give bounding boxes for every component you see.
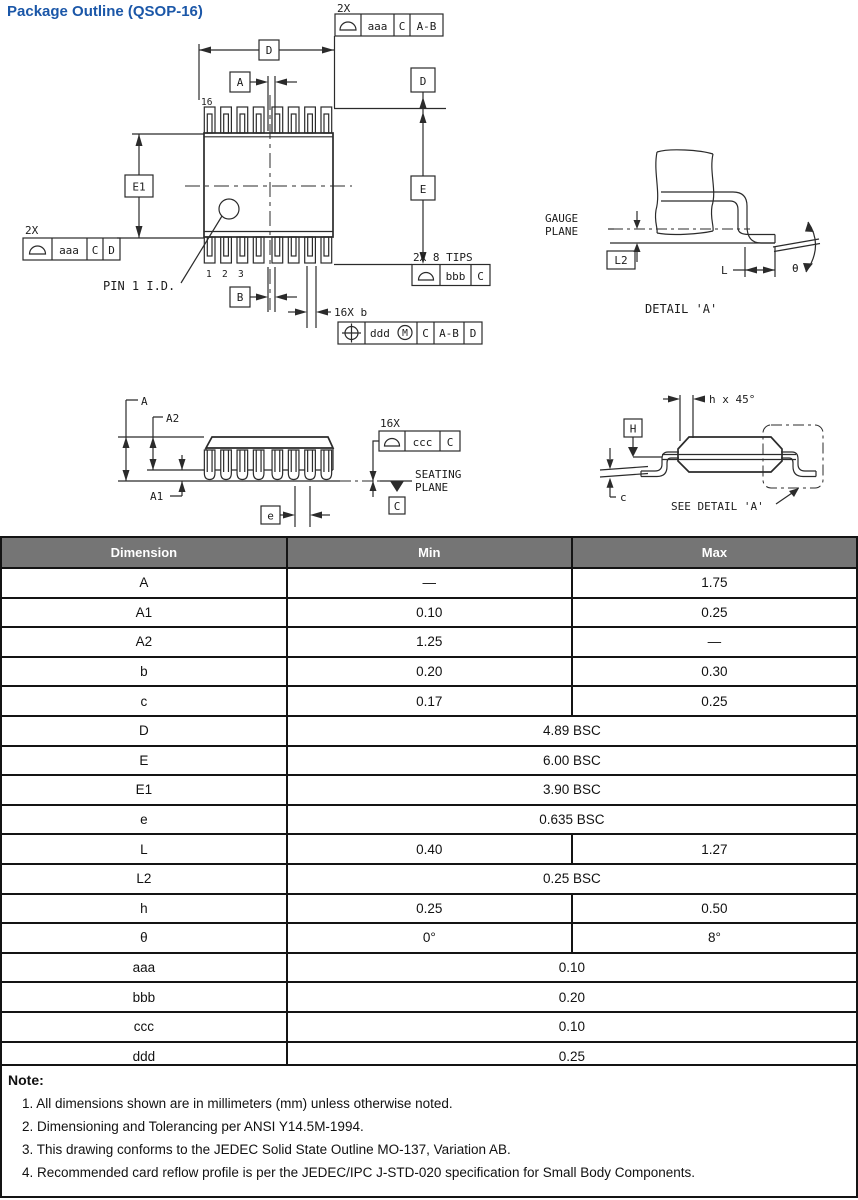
dimension-table (0, 536, 858, 1072)
pin (240, 237, 245, 256)
table-header-row (1, 537, 857, 568)
table-row (1, 923, 857, 953)
pin-number-2: 2 (222, 269, 228, 280)
dim-cell: L (1, 834, 287, 864)
table-row (1, 953, 857, 983)
fcf-profile-left (23, 224, 120, 260)
span-cell: 6.00 BSC (287, 746, 857, 776)
dim-e-label: e (267, 509, 274, 523)
pin1-id-callout (103, 199, 239, 293)
pin (204, 107, 215, 133)
dim-A2-label: A2 (166, 412, 180, 425)
side-view-drawing (118, 395, 461, 527)
col-header-min: Min (287, 537, 572, 568)
package-outline-drawing (0, 0, 858, 536)
pin (305, 237, 316, 263)
max-cell: 8° (572, 923, 857, 953)
fcf-ccc-qty: 16X (380, 417, 400, 430)
gauge-plane-label (545, 212, 614, 238)
max-cell: 0.50 (572, 894, 857, 924)
fcf-top-datum2: A-B (416, 20, 437, 33)
page-title: Package Outline (QSOP-16) (7, 3, 203, 20)
fcf-ccc-tol: ccc (412, 436, 433, 449)
span-cell: 0.10 (287, 1012, 857, 1042)
svg-text:GAUGE: GAUGE (545, 212, 579, 225)
dim-cell: L2 (1, 864, 287, 894)
lead (237, 450, 248, 480)
span-cell: 0.25 (287, 1042, 857, 1072)
pin-16-label: 16 (201, 97, 213, 108)
min-cell: 0.25 (287, 894, 572, 924)
note-item: 2. Dimensioning and Tolerancing per ANSI Y14.5M-1994. (22, 1119, 364, 1134)
pin (288, 237, 299, 263)
min-cell: — (287, 568, 572, 598)
pin (256, 114, 261, 133)
min-cell: 0° (287, 923, 572, 953)
table-row (1, 686, 857, 716)
dim-L2 (607, 211, 641, 269)
pin (221, 237, 232, 263)
pin (324, 114, 329, 133)
datum-C-label: C (393, 500, 401, 513)
datum-B-label: B (236, 291, 244, 304)
table-row (1, 834, 857, 864)
pin1-id-label: PIN 1 I.D. (103, 279, 176, 293)
dim-E-label: E (419, 183, 427, 196)
max-cell: 0.25 (572, 598, 857, 628)
seating-plane-label-2: PLANE (415, 481, 449, 494)
pin (224, 237, 229, 256)
pin-number-3: 3 (238, 269, 244, 280)
lead (321, 450, 332, 480)
chamfer-label: h x 45° (709, 393, 756, 406)
package-body-outline (204, 133, 333, 237)
pin (321, 107, 332, 133)
pin (308, 237, 313, 256)
pin (324, 237, 329, 256)
dim-L-label: L (721, 264, 728, 277)
pin (204, 237, 215, 263)
dim-E1-label: E1 (132, 180, 146, 194)
table-row (1, 864, 857, 894)
table-row (1, 627, 857, 657)
dim-cell: bbb (1, 982, 287, 1012)
max-cell: 1.75 (572, 568, 857, 598)
table-row (1, 805, 857, 835)
pin (288, 107, 299, 133)
pin (253, 107, 264, 133)
dim-cell: b (1, 657, 287, 687)
detail-a-zone-box (763, 425, 823, 488)
min-cell: 0.40 (287, 834, 572, 864)
fcf-position (338, 322, 482, 344)
side-lead-row (204, 450, 331, 480)
table-row (1, 598, 857, 628)
min-cell: 0.10 (287, 598, 572, 628)
pin (272, 107, 283, 133)
span-cell: 3.90 BSC (287, 775, 857, 805)
dim-cell: A1 (1, 598, 287, 628)
detail-a-drawing (545, 150, 820, 316)
fcf-top-qty: 2X (337, 2, 351, 15)
col-header-max: Max (572, 537, 857, 568)
lead (305, 450, 316, 480)
note-item: 1. All dimensions shown are in millimeters (mm) unless otherwise noted. (22, 1096, 453, 1111)
max-cell: — (572, 627, 857, 657)
table-row (1, 1012, 857, 1042)
profile-surface-icon (30, 246, 46, 254)
fcf-left-datum2: D (108, 244, 115, 257)
notes-heading: Note: (8, 1072, 44, 1088)
fcf-left-tol: aaa (59, 244, 79, 257)
dim-L (721, 247, 775, 277)
fcf-profile-top (335, 2, 443, 36)
dim-cell: c (1, 686, 287, 716)
lead-width-callout (288, 266, 367, 328)
table-row (1, 746, 857, 776)
dim-A2 (150, 412, 180, 470)
col-header-dimension: Dimension (1, 537, 287, 568)
lead (221, 450, 232, 480)
pin (237, 107, 248, 133)
lead (288, 450, 299, 480)
pin (272, 237, 283, 263)
pin (237, 237, 248, 263)
fcf-pos-modifier: M (402, 328, 408, 339)
dim-c-label: c (620, 491, 627, 504)
pin (240, 114, 245, 133)
lead-width-label: 16X b (334, 306, 368, 319)
pin-numbers (206, 269, 244, 280)
dim-A-label: A (141, 395, 148, 408)
dim-cell: e (1, 805, 287, 835)
pin (291, 114, 296, 133)
profile-surface-icon (340, 22, 356, 30)
mmc-modifier-icon (398, 326, 412, 340)
fcf-tips-qty: 2X 8 TIPS (413, 251, 473, 264)
lead (253, 450, 264, 480)
dim-theta-label: θ (792, 262, 799, 275)
dim-cell: θ (1, 923, 287, 953)
max-cell: 0.30 (572, 657, 857, 687)
min-cell: 0.20 (287, 657, 572, 687)
svg-text:PLANE: PLANE (545, 225, 579, 238)
pin (207, 114, 212, 133)
dim-cell: ccc (1, 1012, 287, 1042)
fcf-pos-datum2: A-B (439, 327, 459, 340)
span-cell: 4.89 BSC (287, 716, 857, 746)
dim-A (123, 395, 149, 481)
dim-L2-label: L2 (614, 254, 628, 267)
span-cell: 0.20 (287, 982, 857, 1012)
pin (253, 237, 264, 263)
lead (204, 450, 215, 480)
dim-A1-label: A1 (150, 490, 164, 503)
max-cell: 1.27 (572, 834, 857, 864)
table-row (1, 657, 857, 687)
table-row (1, 568, 857, 598)
side-extension-lines (118, 437, 412, 481)
min-cell: 1.25 (287, 627, 572, 657)
end-view-drawing (600, 393, 823, 513)
min-cell: 0.17 (287, 686, 572, 716)
top-view-drawing (23, 2, 490, 344)
dim-h45 (663, 393, 755, 441)
dim-cell: E (1, 746, 287, 776)
pin (275, 237, 280, 256)
dim-D-label: D (265, 44, 273, 57)
fcf-tips-tol: bbb (445, 270, 466, 283)
pin (291, 237, 296, 256)
dim-cell: h (1, 894, 287, 924)
notes-section (0, 1064, 858, 1198)
fcf-profile-tips (412, 251, 490, 286)
fcf-ccc-datum1: C (446, 436, 454, 449)
position-icon (342, 324, 361, 343)
lead (272, 450, 283, 480)
pin (321, 237, 332, 263)
fcf-left-datum1: C (91, 244, 99, 257)
pin-number-1: 1 (206, 269, 212, 280)
bottom-pin-row (204, 237, 331, 263)
pin (221, 107, 232, 133)
note-item: 4. Recommended card reflow profile is per the JEDEC/IPC J-STD-020 specification for Small Body Components. (22, 1165, 696, 1180)
fcf-left-qty: 2X (25, 224, 39, 237)
dim-cell: A2 (1, 627, 287, 657)
end-body-outline (662, 437, 796, 472)
datum-H-label: H (629, 422, 637, 436)
pin (305, 107, 316, 133)
see-detail-callout (671, 488, 799, 513)
pin (275, 114, 280, 133)
table-row (1, 716, 857, 746)
dim-cell: D (1, 716, 287, 746)
dim-e-pitch (261, 486, 330, 527)
profile-surface-icon (385, 439, 400, 446)
seating-plane-datum (389, 468, 461, 514)
profile-surface-icon (419, 273, 434, 280)
note-item: 3. This drawing conforms to the JEDEC Solid State Outline MO-137, Variation AB. (22, 1142, 511, 1157)
span-cell: 0.25 BSC (287, 864, 857, 894)
fcf-top-tol: aaa (367, 20, 388, 33)
dim-cell: aaa (1, 953, 287, 983)
datum-H-callout (624, 419, 662, 457)
datum-triangle-icon (390, 481, 404, 492)
max-cell: 0.25 (572, 686, 857, 716)
fcf-pos-datum1: C (422, 327, 429, 340)
datum-D-label: D (419, 75, 427, 88)
fcf-top-datum1: C (398, 20, 406, 33)
fcf-tips-datum1: C (477, 270, 484, 283)
dim-E-right (334, 68, 446, 265)
dim-cell: E1 (1, 775, 287, 805)
pin (308, 114, 313, 133)
dim-D-top (199, 36, 335, 108)
span-cell: 0.10 (287, 953, 857, 983)
pin (256, 237, 261, 256)
dim-cell: A (1, 568, 287, 598)
detail-a-caption: DETAIL 'A' (645, 302, 718, 316)
table-row (1, 775, 857, 805)
table-row (1, 894, 857, 924)
dim-theta (773, 222, 820, 275)
see-detail-label: SEE DETAIL 'A' (671, 500, 764, 513)
fcf-pos-tol: ddd (370, 327, 390, 340)
pin (224, 114, 229, 133)
table-row (1, 982, 857, 1012)
span-cell: 0.635 BSC (287, 805, 857, 835)
seating-plane-label-1: SEATING (415, 468, 462, 481)
fcf-pos-datum3: D (469, 327, 477, 340)
datum-triangle-icon (628, 447, 638, 457)
dim-cell: ddd (1, 1042, 287, 1072)
datum-A-label: A (236, 76, 244, 89)
